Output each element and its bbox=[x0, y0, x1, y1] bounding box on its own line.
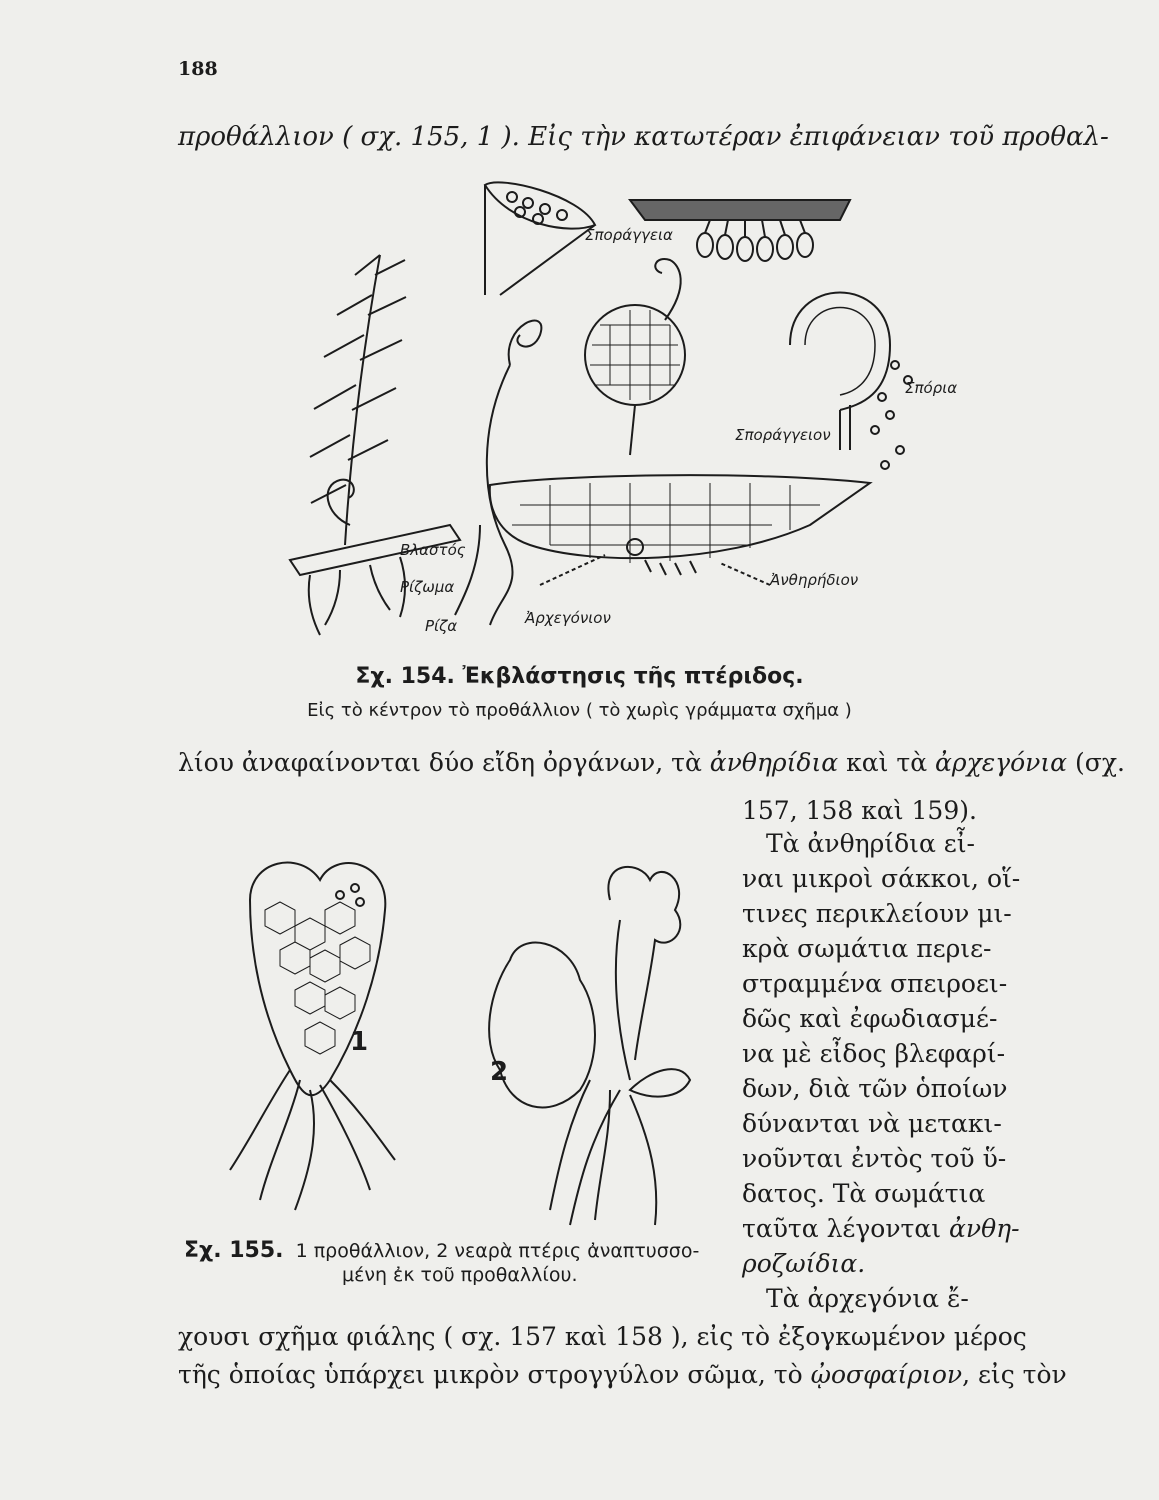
text-mid-line4: ναι μικροὶ σάκκοι, οἵ- bbox=[742, 864, 1021, 893]
text-line-top bbox=[178, 122, 1109, 152]
text-bottom-line1: χουσι σχῆμα φιάλης ( σχ. 157 καὶ 158 ), εἰς τὸ ἐξογκωμένον μέρος bbox=[178, 1322, 1027, 1351]
label-archegonion: Ἀρχεγόνιον bbox=[525, 609, 611, 627]
text-top: προθάλλιον ( σχ. 155, 1 ). Εἰς τὴν κατωτέραν ἐπιφάνειαν τοῦ προθαλ- bbox=[178, 122, 1109, 152]
text-mid-line13: δατος. Τὰ σωμάτια bbox=[742, 1179, 986, 1208]
text-mid-line8: δῶς καὶ ἐφωδιασμέ- bbox=[742, 1004, 998, 1033]
label-antheridion: Ἀνθηρήδιον bbox=[770, 571, 859, 589]
text-mid-line10: δων, διὰ τῶν ὁποίων bbox=[742, 1074, 1008, 1103]
text-mid-line9: να μὲ εἶδος βλεφαρί- bbox=[742, 1039, 1006, 1068]
figure-154-caption-sub: Εἰς τὸ κέντρον τὸ προθάλλιον ( τὸ χωρὶς γράμματα σχῆμα ) bbox=[307, 700, 852, 721]
figure-154-caption-title: Σχ. 154. Ἐκβλάστησις τῆς πτέριδος. bbox=[355, 664, 804, 689]
text-mid-line1: λίου ἀναφαίνονται δύο εἴδη ὀργάνων, τὰ ἀνθηρίδια καὶ τὰ ἀρχεγόνια (σχ. bbox=[178, 748, 1125, 777]
text-mid-line14: ταῦτα λέγονται ἀνθη- bbox=[742, 1214, 1020, 1243]
text-mid-line15: ροζωίδια. bbox=[742, 1249, 866, 1278]
figure-155-caption-line1: Σχ. 155. 1 προθάλλιον, 2 νεαρὰ πτέρις ἀναπτυσσο- bbox=[184, 1238, 700, 1263]
text-mid-line7: στραμμένα σπειροει- bbox=[742, 969, 1008, 998]
figure-155 bbox=[210, 840, 730, 1230]
label-sporangeia: Σποράγγεια bbox=[585, 226, 673, 244]
label-sporia: Σπόρια bbox=[905, 379, 958, 397]
text-mid-line5: τινες περικλείουν μι- bbox=[742, 899, 1012, 928]
text-mid-line11: δύνανται νὰ μετακι- bbox=[742, 1109, 1002, 1138]
label-vlastos: Βλαστός bbox=[400, 541, 466, 559]
figure-155-caption-line2: μένη ἐκ τοῦ προθαλλίου. bbox=[342, 1264, 578, 1286]
text-bottom-line2: τῆς ὁποίας ὑπάρχει μικρὸν στρογγύλον σῶμα, τὸ ᾠοσφαίριον, εἰς τὸν bbox=[178, 1360, 1067, 1389]
figure-154 bbox=[250, 165, 958, 645]
text-mid-line3: Τὰ ἀνθηρίδια εἶ- bbox=[766, 829, 975, 858]
label-sporangeion: Σποράγγειον bbox=[735, 426, 831, 444]
figure-155-label-1: 1 bbox=[350, 1027, 369, 1057]
label-riza: Ρίζα bbox=[425, 617, 458, 635]
page-number: 188 bbox=[178, 58, 218, 80]
text-mid-line12: νοῦνται ἐντὸς τοῦ ὕ- bbox=[742, 1144, 1007, 1173]
text-mid-line16: Τὰ ἀρχεγόνια ἔ- bbox=[766, 1284, 969, 1313]
figure-155-label-2: 2 bbox=[490, 1057, 509, 1087]
text-mid-line2: 157, 158 καὶ 159). bbox=[742, 796, 977, 825]
text-mid-line6: κρὰ σωμάτια περιε- bbox=[742, 934, 992, 963]
label-rizoma: Ρίζωμα bbox=[400, 578, 455, 596]
